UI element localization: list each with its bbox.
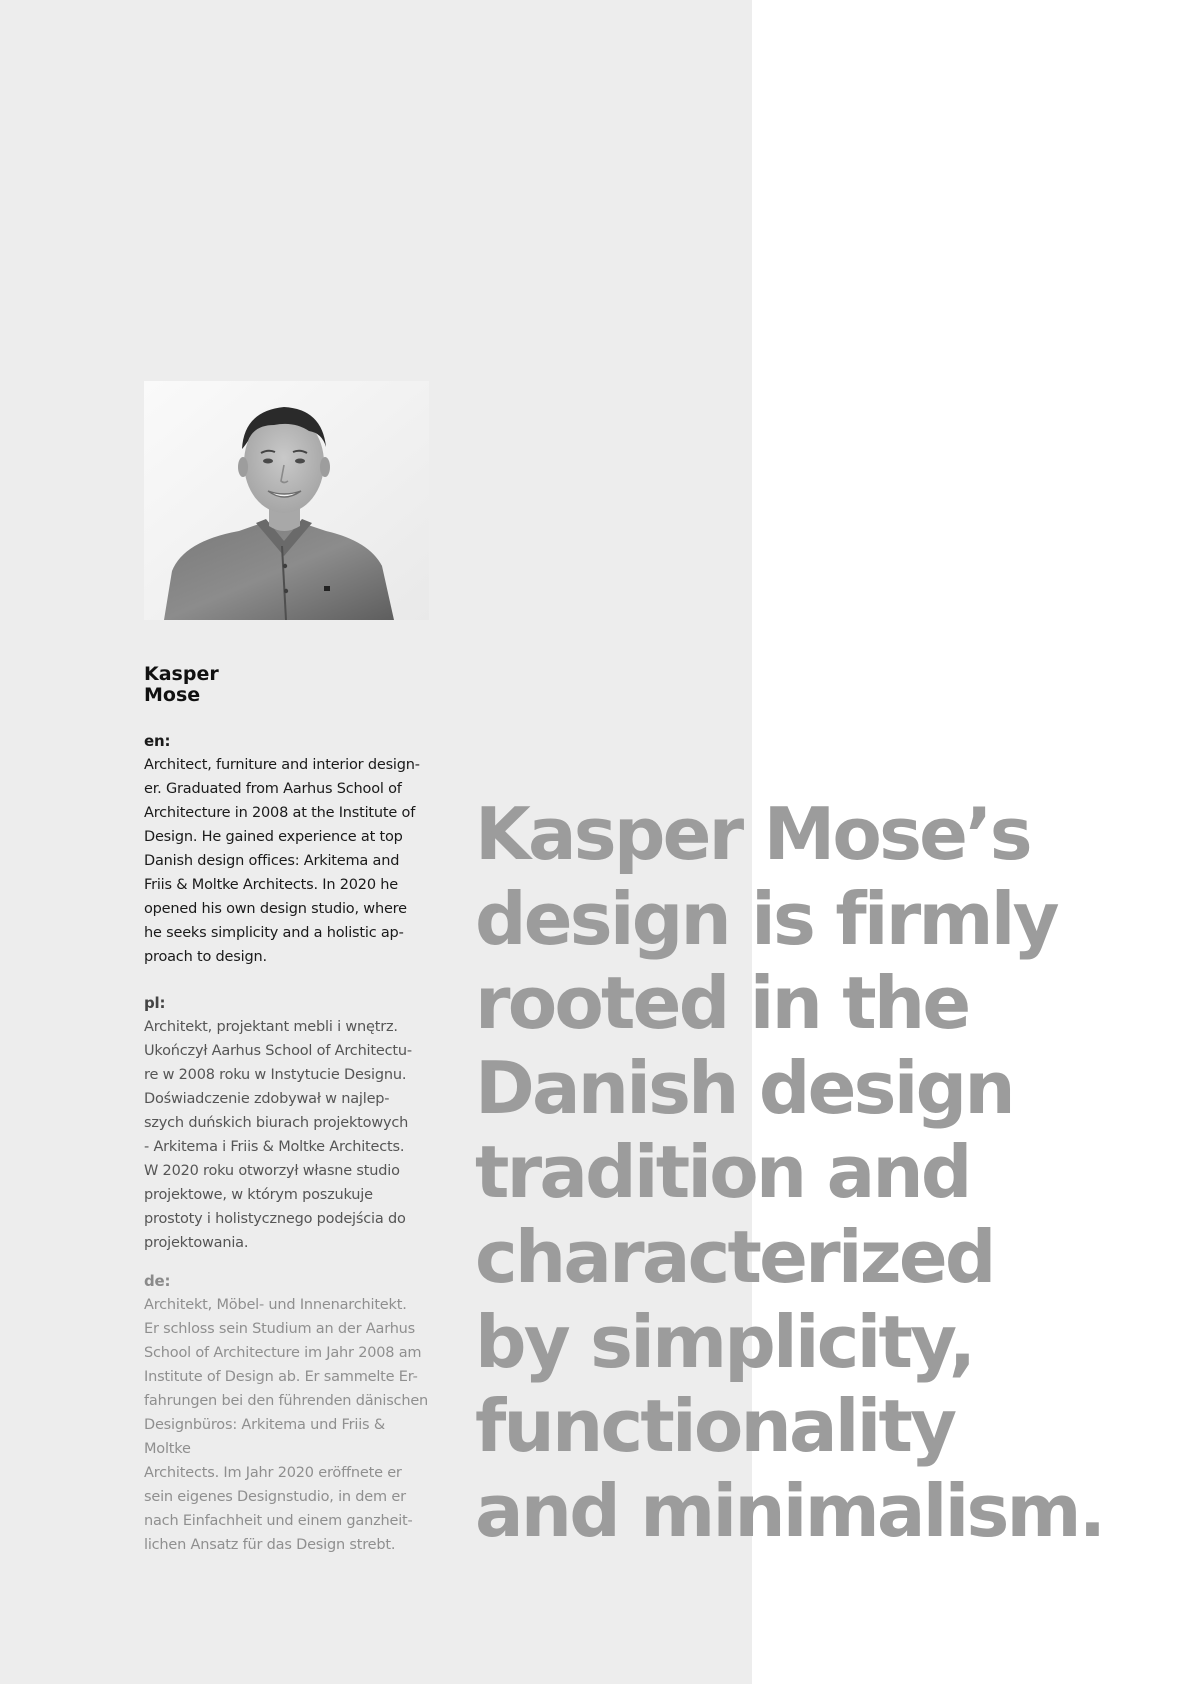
bio-english-label: en: bbox=[144, 732, 171, 750]
designer-last-name: Mose bbox=[144, 684, 201, 706]
bio-english bbox=[144, 731, 434, 969]
designer-name bbox=[144, 664, 404, 706]
bio-polish-text: Architekt, projektant mebli i wnętrz. Ukończył Aarhus School of Architectu- re w 2008 roku w Instytucie Designu. Doświadczenie zdobywał w najlep- szych duńskich biurach projektowych - Arkitema i Friis & Moltke Architects. W 2020 roku otworzył własne studio projektowe, w którym poszukuje prostoty i holistycznego podejścia do projektowania. bbox=[144, 1019, 412, 1251]
bio-polish-label: pl: bbox=[144, 994, 166, 1012]
designer-portrait bbox=[144, 381, 429, 620]
bio-german bbox=[144, 1271, 434, 1557]
portrait-illustration bbox=[144, 381, 429, 620]
pull-quote: Kasper Mose’s design is firmly rooted in the Danish design tradition and characterized by simplicity, functionality and minimalism. bbox=[475, 792, 1104, 1553]
bio-german-label: de: bbox=[144, 1272, 171, 1290]
bio-english-text: Architect, furniture and interior design- er. Graduated from Aarhus School of Architecture in 2008 at the Institute of Design. He gained experience at top Danish design offices: Arkitema and Friis & Moltke Architects. In 2020 he opened his own design studio, where he seeks simplicity and a holistic ap- proach to design. bbox=[144, 757, 420, 965]
bio-german-text: Architekt, Möbel- und Innenarchitekt. Er schloss sein Studium an der Aarhus School of Architecture im Jahr 2008 am Institute of Design ab. Er sammelte Er- fahrungen bei den führenden dänischen Designbüros: Arkitema und Friis & Moltke Architects. Im Jahr 2020 eröffnete er sein eigenes Designstudio, in dem er nach Einfachheit und einem ganzheit- lichen Ansatz für das Design strebt. bbox=[144, 1297, 429, 1553]
bio-polish bbox=[144, 993, 434, 1255]
designer-first-name: Kasper bbox=[144, 663, 219, 685]
